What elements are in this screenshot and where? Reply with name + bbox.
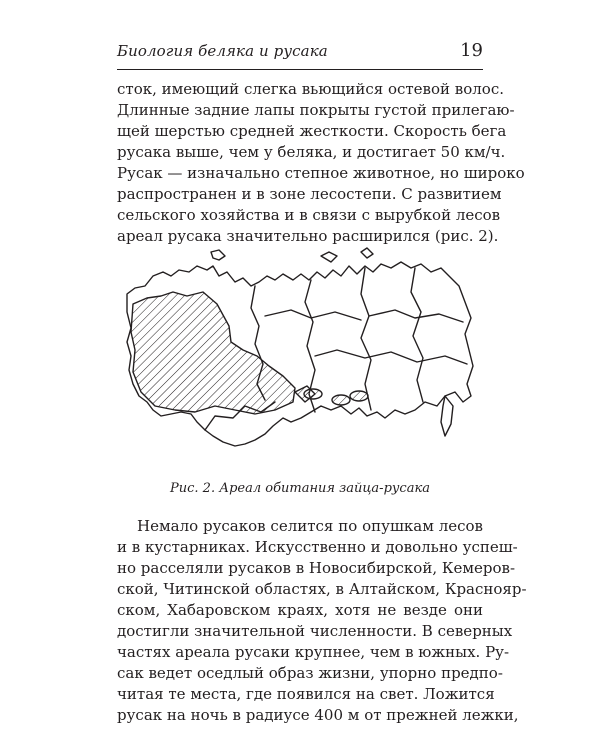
- caption-label: Рис. 2.: [170, 481, 216, 496]
- region-border: [411, 268, 423, 402]
- paragraph-bottom: [117, 516, 527, 726]
- running-head: [117, 40, 483, 66]
- range-patch: [332, 395, 350, 405]
- region-border: [315, 350, 467, 364]
- island: [361, 248, 373, 258]
- text-line: достигли значительной численности. В северных: [117, 622, 513, 640]
- text-line: ареал русака значительно расширился (рис. 2).: [117, 227, 499, 245]
- text-line: русак на ночь в радиусе 400 м от прежней лежки,: [117, 706, 519, 724]
- text-line: читая те места, где появился на свет. Ложится: [117, 685, 495, 703]
- range-patch: [304, 389, 322, 399]
- header-rule: [117, 69, 483, 70]
- running-title: Биология беляка и русака: [117, 42, 328, 60]
- text-line: но расселяли русаков в Новосибирской, Кемеров-: [117, 559, 516, 577]
- island: [441, 396, 453, 436]
- text-line: Длинные задние лапы покрыты густой прилегаю-: [117, 101, 515, 119]
- text-line: частях ареала русаки крупнее, чем в южных. Ру-: [117, 643, 510, 661]
- figure-range-map: [115, 246, 489, 478]
- range-area: [131, 292, 295, 414]
- caption-text: Ареал обитания зайца-русака: [219, 481, 430, 496]
- region-border: [369, 310, 463, 322]
- text-line: ской, Читинской областях, в Алтайском, Краснояр-: [117, 580, 527, 598]
- text-line: русака выше, чем у беляка, и достигает 50 км/ч.: [117, 143, 506, 161]
- text-line: сельского хозяйства и в связи с вырубкой лесов: [117, 206, 501, 224]
- figure-caption: [0, 481, 600, 496]
- text-line: сак ведет оседлый образ жизни, упорно предпо-: [117, 664, 503, 682]
- paragraph-top: [117, 79, 525, 247]
- island: [211, 250, 225, 260]
- russia-range-map-icon: [115, 246, 489, 478]
- range-patch: [350, 391, 368, 401]
- text-line: Русак — изначально степное животное, но широко: [117, 164, 525, 182]
- region-border: [361, 268, 371, 410]
- island: [321, 252, 337, 262]
- text-line: ском, Хабаровском краях, хотя не везде они: [117, 601, 483, 619]
- region-border: [265, 310, 361, 320]
- text-line: распространен и в зоне лесостепи. С развитием: [117, 185, 502, 203]
- text-line: сток, имеющий слегка вьющийся остевой волос.: [117, 80, 504, 98]
- text-line: и в кустарниках. Искусственно и довольно успеш-: [117, 538, 518, 556]
- text-line: щей шерстью средней жесткости. Скорость бега: [117, 122, 507, 140]
- page-number: 19: [460, 40, 483, 61]
- text-line: Немало русаков селится по опушкам лесов: [137, 517, 483, 535]
